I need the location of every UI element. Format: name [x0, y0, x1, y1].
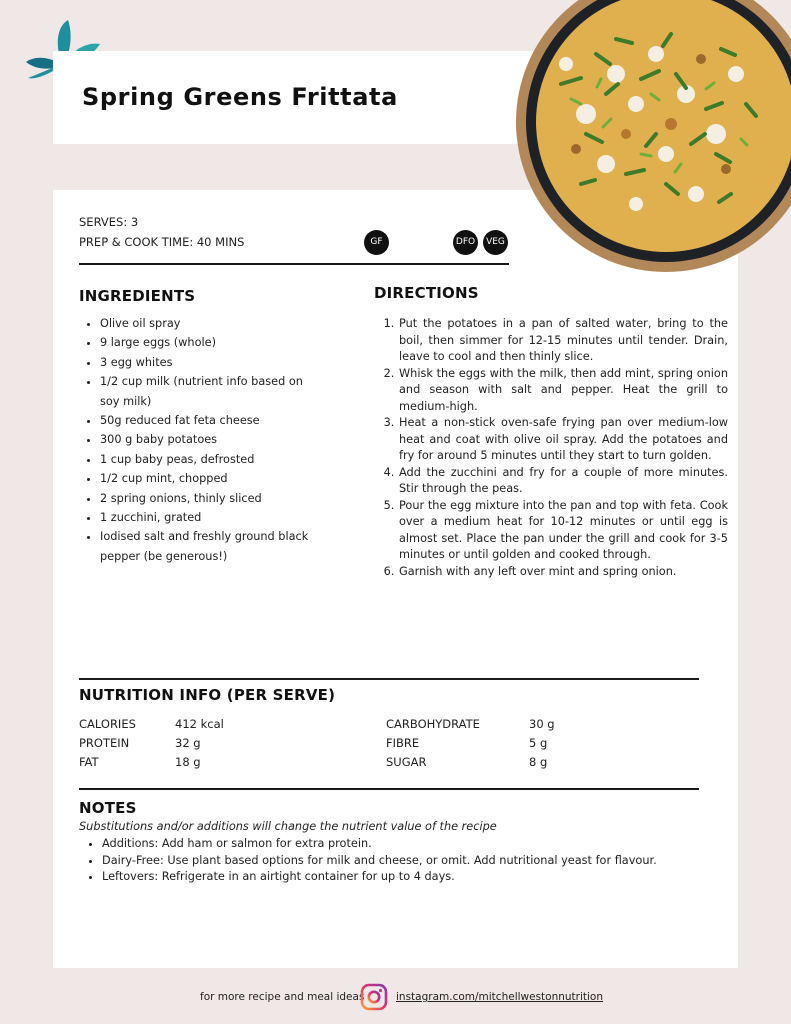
- list-item: • 1/2 cup milk (nutrient info based on soy milk): [100, 372, 315, 411]
- badge-veg: VEG: [483, 230, 508, 255]
- list-item: • 2 spring onions, thinly sliced: [100, 489, 315, 508]
- direction-step: 6. Garnish with any left over mint and spring onion.: [398, 564, 728, 581]
- instagram-icon[interactable]: [360, 983, 388, 1011]
- badge-dfo: DFO: [453, 230, 478, 255]
- page-title: Spring Greens Frittata: [82, 83, 398, 111]
- notes-heading: NOTES: [79, 799, 137, 817]
- nutrition-value: 412 kcal: [175, 717, 224, 731]
- ingredients-list: [80, 314, 315, 566]
- list-item: • Leftovers: Refrigerate in an airtight container for up to 4 days.: [102, 869, 722, 886]
- frittata-plate-image: [466, 0, 791, 284]
- list-item: • 1/2 cup mint, chopped: [100, 469, 315, 488]
- list-item: • Iodised salt and freshly ground black pepper (be generous!): [100, 527, 315, 566]
- nutrition-value: 30 g: [529, 717, 555, 731]
- nutrition-label: FIBRE: [386, 736, 420, 750]
- badge-gf: GF: [364, 230, 389, 255]
- list-item: • 300 g baby potatoes: [100, 430, 315, 449]
- footer-text: for more recipe and meal ideas: [200, 991, 365, 1003]
- list-item: • 3 egg whites: [100, 353, 315, 372]
- nutrition-value: 8 g: [529, 755, 548, 769]
- directions-heading: DIRECTIONS: [374, 284, 479, 302]
- direction-step: 2. Whisk the eggs with the milk, then add mint, spring onion and season with salt and pepper. Heat the grill to medium-high.: [398, 366, 728, 416]
- nutrition-divider: [79, 678, 699, 680]
- nutrition-label: SUGAR: [386, 755, 427, 769]
- list-item: • 50g reduced fat feta cheese: [100, 411, 315, 430]
- nutrition-label: FAT: [79, 755, 99, 769]
- nutrition-label: CARBOHYDRATE: [386, 717, 480, 731]
- list-item: • Dairy-Free: Use plant based options for milk and cheese, or omit. Add nutritional yeast for flavour.: [102, 853, 722, 870]
- list-item: • Olive oil spray: [100, 314, 315, 333]
- direction-step: 3. Heat a non-stick oven-safe frying pan over medium-low heat and coat with olive oil spray. Add the potatoes and fry for around 5 minutes until they start to turn golden.: [398, 415, 728, 465]
- notes-divider: [79, 788, 699, 790]
- list-item: • 1 zucchini, grated: [100, 508, 315, 527]
- nutrition-label: CALORIES: [79, 717, 136, 731]
- notes-list: [82, 836, 722, 886]
- directions-list: [378, 316, 728, 580]
- nutrition-value: 5 g: [529, 736, 548, 750]
- ingredients-heading: INGREDIENTS: [79, 287, 196, 305]
- list-item: • 9 large eggs (whole): [100, 333, 315, 352]
- direction-step: 5. Pour the egg mixture into the pan and top with feta. Cook over a medium heat for 10-12 minutes or until egg is almost set. Place the pan under the grill and cook for 3-5 minutes or until golden and cooked through.: [398, 498, 728, 564]
- nutrition-heading: NUTRITION INFO (PER SERVE): [79, 686, 336, 704]
- direction-step: 1. Put the potatoes in a pan of salted water, bring to the boil, then simmer for 12-15 minutes until tender. Drain, leave to cool and then thinly slice.: [398, 316, 728, 366]
- list-item: • 1 cup baby peas, defrosted: [100, 450, 315, 469]
- notes-subtitle: Substitutions and/or additions will change the nutrient value of the recipe: [79, 820, 497, 833]
- direction-step: 4. Add the zucchini and fry for a couple of more minutes. Stir through the peas.: [398, 465, 728, 498]
- serves-text: SERVES: 3: [79, 215, 139, 229]
- prep-time-text: PREP & COOK TIME: 40 MINS: [79, 235, 245, 249]
- list-item: • Additions: Add ham or salmon for extra protein.: [102, 836, 722, 853]
- nutrition-value: 32 g: [175, 736, 201, 750]
- header-divider: [79, 263, 509, 265]
- nutrition-label: PROTEIN: [79, 736, 130, 750]
- instagram-link[interactable]: instagram.com/mitchellwestonnutrition: [396, 991, 604, 1003]
- nutrition-value: 18 g: [175, 755, 201, 769]
